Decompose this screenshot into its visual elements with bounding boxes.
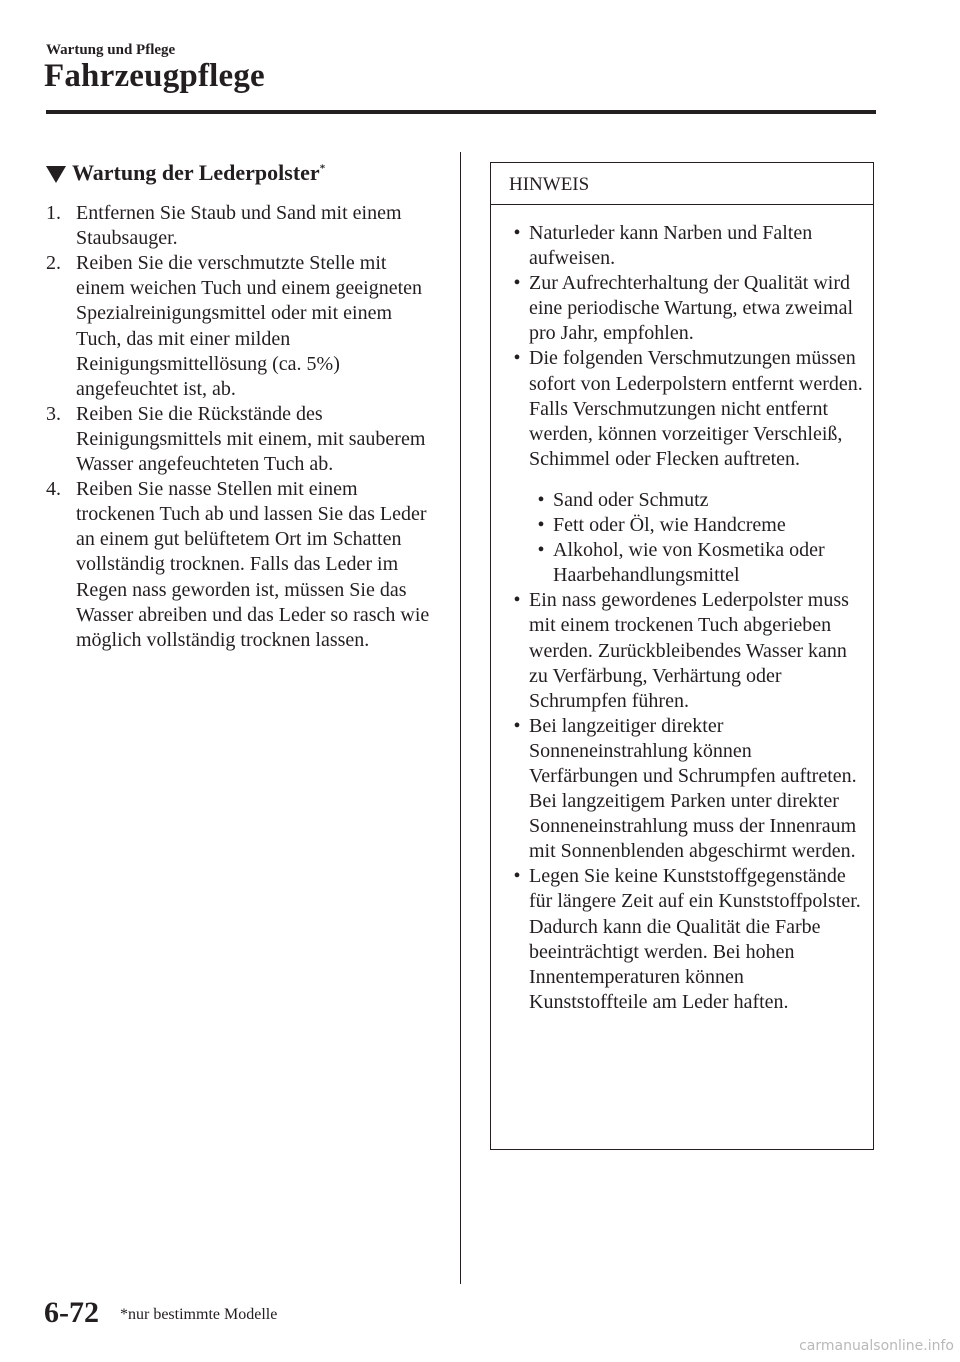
list-item [505,588,863,713]
step-list [46,201,436,653]
note-text: Bei langzeitiger direkter Sonneneinstrahlung können Verfärbungen und Schrumpfen auftreten. Bei langzeitigem Parken unter direkter Sonneneinstrahlung muss der Innenraum mit Sonnenblenden abgeschirmt werden. [529,714,857,863]
list-item [505,714,863,865]
bullet-icon: • [513,589,521,612]
bullet-icon: • [537,539,545,562]
note-body [491,205,873,1015]
bullet-icon: • [513,347,521,370]
note-text: Die folgenden Verschmutzungen müssen sofort von Lederpolstern entfernt werden. [529,347,863,395]
note-text: Falls Verschmutzungen nicht entfernt werden, können vorzeitiger Verschleiß, Schimmel oder Flecken auftreten. [529,397,843,470]
list-item [46,477,436,653]
list-item [46,402,436,477]
step-number: 4. [46,478,61,501]
note-box [490,162,874,1150]
step-text: Entfernen Sie Staub und Sand mit einem Staubsauger. [76,202,402,250]
note-text: Legen Sie keine Kunststoffgegenstände für längere Zeit auf ein Kunststoffpolster. Dadurch kann die Qualität die Farbe beeinträchtigt werden. Bei hohen Innentemperaturen können Kunststoffteile am Leder haften. [529,865,861,1013]
section-heading-text: Wartung der Lederpolster [72,160,320,185]
watermark: carmanualsonline.info [799,1338,954,1354]
footnote: *nur bestimmte Modelle [120,1306,278,1323]
list-item [46,251,436,402]
breadcrumb: Wartung und Pflege [46,42,176,58]
step-text: Reiben Sie nasse Stellen mit einem trockenen Tuch ab und lassen Sie das Leder an einem gut belüftetem Ort im Schatten vollständig trocknen. Falls das Leder im Regen nass geworden ist, müssen Sie das Wasser abreiben und das Leder so rasch wie möglich vollständig trocknen lassen. [76,478,430,651]
list-item [505,864,863,1015]
list-item [46,201,436,251]
list-item [505,346,863,471]
note-text: Ein nass gewordenes Lederpolster muss mit einem trockenen Tuch abgerieben werden. Zurückbleibendes Wasser kann zu Verfärbung, Verhärtung oder Schrumpfen führen. [529,589,849,712]
bullet-icon: • [513,272,521,295]
triangle-down-icon [46,166,66,183]
list-item [505,271,863,346]
bullet-icon: • [537,488,545,511]
column-divider [460,152,461,1284]
list-item [529,513,863,538]
list-item [529,538,863,588]
note-text: Zur Aufrechterhaltung der Qualität wird eine periodische Wartung, etwa zweimal pro Jahr, empfohlen. [529,272,854,345]
page-number: 6-72 [44,1296,99,1329]
list-item [529,488,863,513]
step-text: Reiben Sie die Rückstände des Reinigungsmittels mit einem, mit sauberem Wasser angefeuchteten Tuch ab. [76,402,426,476]
header-rule [46,110,876,114]
note-text: Sand oder Schmutz [553,488,709,511]
optional-marker: * [319,162,326,175]
note-text: Naturleder kann Narben und Falten aufweisen. [529,222,813,270]
sub-list [505,488,863,588]
bullet-icon: • [513,222,521,244]
left-column [46,160,436,653]
note-text: Fett oder Öl, wie Handcreme [553,514,786,537]
step-number: 2. [46,252,61,275]
step-number: 3. [46,402,61,425]
section-heading [46,160,436,185]
bullet-icon: • [537,514,545,537]
step-number: 1. [46,202,61,225]
bullet-icon: • [513,865,521,888]
note-text: Alkohol, wie von Kosmetika oder Haarbehandlungsmittel [553,539,825,587]
list-item [505,221,863,271]
step-text: Reiben Sie die verschmutzte Stelle mit einem weichen Tuch und einem geeigneten Spezialreinigungsmittel oder mit einem Tuch, das mit einer milden Reinigungsmittellösung (ca. 5%) angefeuchtet ist, ab. [76,252,423,400]
bullet-icon: • [513,714,521,737]
note-title: HINWEIS [509,174,590,195]
page-title: Fahrzeugpflege [44,58,265,94]
